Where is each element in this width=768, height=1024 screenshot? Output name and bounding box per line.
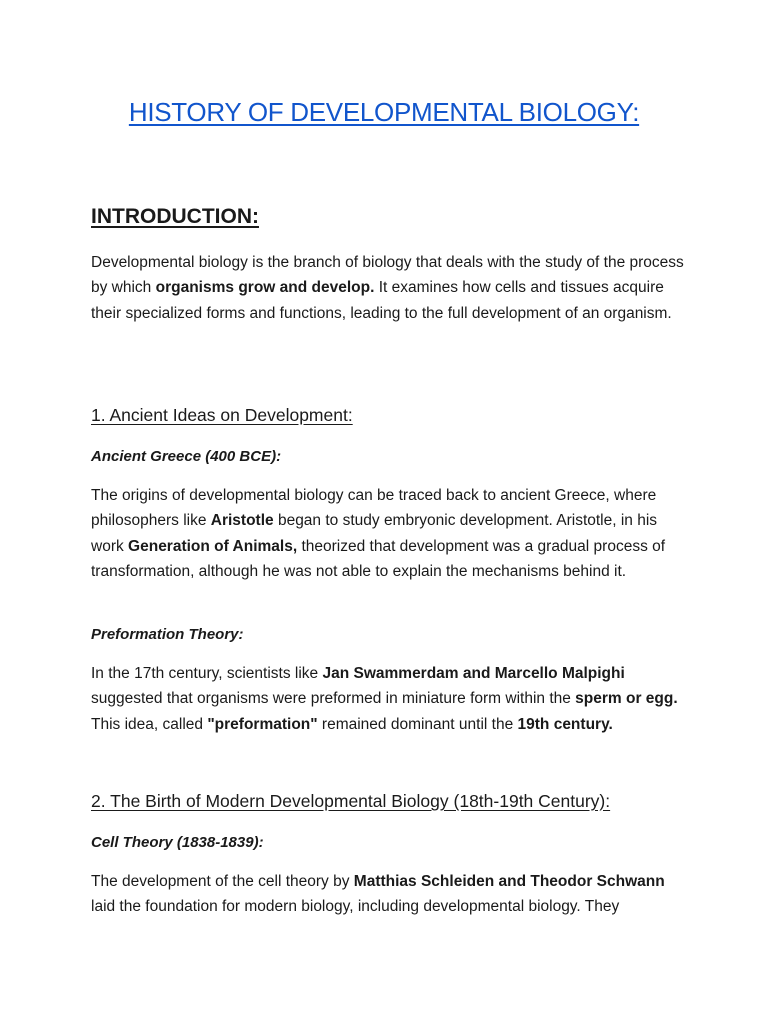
- sperm-or-egg-bold: sperm or egg.: [575, 690, 678, 708]
- preform-text-4: remained dominant until the: [317, 715, 518, 733]
- greece-text-2: began to study embryonic development. Aristotle, in his work: [91, 512, 658, 555]
- intro-text-1: Developmental biology is the branch of biology that deals with the study of the process by which: [91, 254, 684, 297]
- intro-text-bold: organisms grow and develop.: [155, 279, 375, 297]
- generation-of-animals-bold: Generation of Animals,: [128, 537, 298, 555]
- cell-text-1: The development of the cell theory by: [91, 873, 354, 890]
- preform-text-3: This idea, called: [91, 715, 208, 733]
- cell-theory-paragraph: [91, 869, 691, 920]
- preform-text-1: In the 17th century, scientists like: [91, 665, 323, 682]
- 19th-century-bold: 19th century.: [517, 715, 613, 733]
- introduction-heading: INTRODUCTION:: [91, 205, 259, 228]
- aristotle-bold: Aristotle: [210, 512, 274, 530]
- scientists-bold: Jan Swammerdam and Marcello Malpighi: [322, 665, 625, 682]
- section-1-heading: 1. Ancient Ideas on Development:: [91, 405, 353, 425]
- preform-text-2: suggested that organisms were preformed in miniature form within the: [91, 690, 576, 708]
- cell-text-2: laid the foundation for modern biology, including developmental biology. They: [91, 898, 620, 916]
- document-title: HISTORY OF DEVELOPMENTAL BIOLOGY:: [128, 97, 640, 127]
- section-2-heading: 2. The Birth of Modern Developmental Biology (18th-19th Century):: [91, 791, 611, 811]
- preformation-subheading: Preformation Theory:: [91, 626, 244, 643]
- greece-text-3: theorized that development was a gradual process of transformation, although he was not able to explain the mechanisms behind it.: [91, 537, 666, 580]
- greece-text-1: The origins of developmental biology can be traced back to ancient Greece, where philosophers like: [91, 487, 657, 530]
- cell-theory-subheading: Cell Theory (1838-1839):: [91, 834, 264, 851]
- preformation-paragraph: [91, 661, 691, 737]
- ancient-greece-subheading: Ancient Greece (400 BCE):: [91, 448, 282, 465]
- schleiden-schwann-bold: Matthias Schleiden and Theodor Schwann: [353, 873, 665, 890]
- intro-text-2: It examines how cells and tissues acquire their specialized forms and functions, leading to the full development of an organism.: [91, 279, 672, 322]
- preformation-bold: "preformation": [207, 715, 318, 733]
- ancient-greece-paragraph: [91, 483, 691, 584]
- introduction-paragraph: [91, 250, 691, 326]
